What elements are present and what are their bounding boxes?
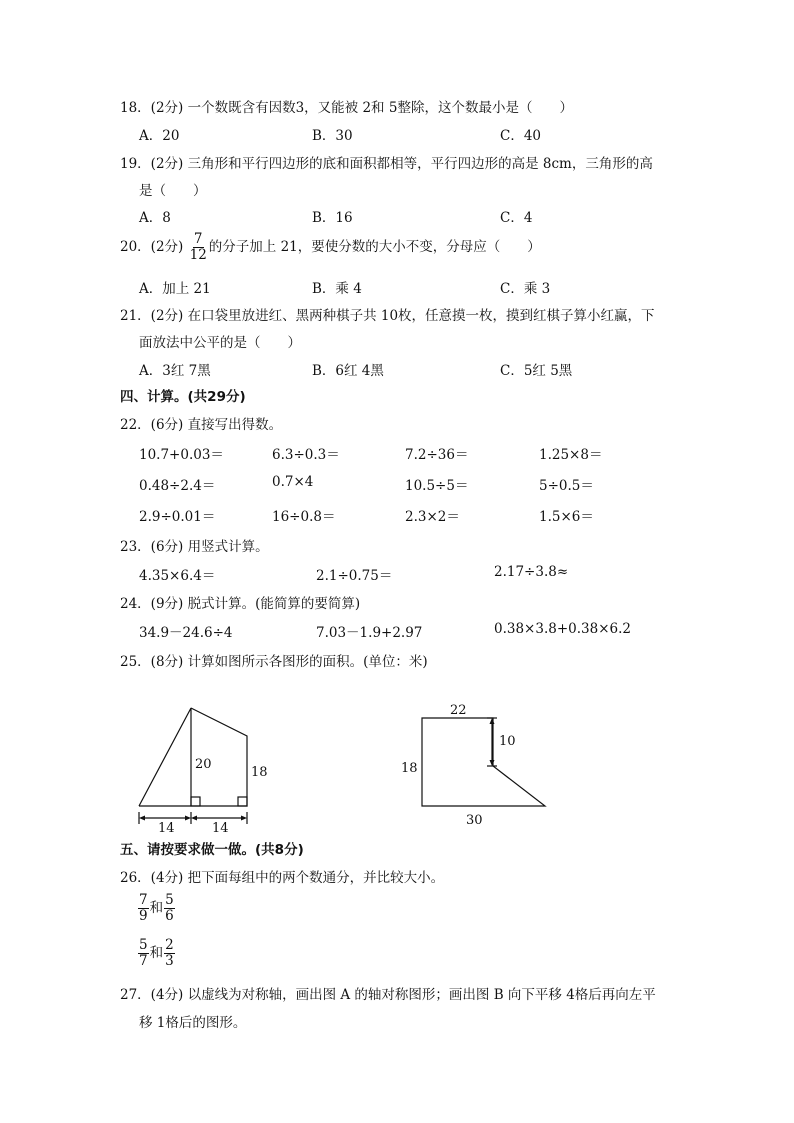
q24-stem: 24．(9分) 脱式计算。(能简算的要简算): [120, 596, 361, 612]
q22-item: 6.3÷0.3＝: [272, 447, 340, 463]
fraction: [138, 938, 149, 969]
numerator: 5: [165, 892, 174, 908]
q24-item: 0.38×3.8+0.38×6.2: [494, 621, 631, 637]
q26-pair-1: [137, 893, 176, 924]
q23-item: 4.35×6.4＝: [139, 568, 216, 584]
fig2-top-label: 22: [450, 703, 467, 718]
q21-stem-line2: 面放法中公平的是（ ）: [139, 335, 301, 351]
q18-option-c: C．40: [500, 128, 542, 144]
denominator: 6: [165, 908, 174, 924]
fig1-base-label: 14: [158, 821, 175, 835]
q18-option-a: A．20: [139, 128, 180, 144]
q20-number: 20．(2分): [120, 239, 184, 255]
fig1-base-label: 14: [212, 821, 229, 835]
fig2-bottom-label: 30: [466, 813, 483, 828]
q22-item: 16÷0.8＝: [272, 509, 336, 525]
section-5-heading: 五、请按要求做一做。(共8分): [120, 842, 304, 858]
q22-item: 2.3×2＝: [405, 509, 460, 525]
q27-stem-line2: 移 1格后的图形。: [139, 1015, 247, 1031]
q22-stem: 22．(6分) 直接写出得数。: [120, 417, 283, 433]
q18-option-b: B．30: [312, 128, 353, 144]
q23-stem: 23．(6分) 用竖式计算。: [120, 539, 269, 555]
q21-stem: 21．(2分) 在口袋里放进红、黑两种棋子共 10枚，任意摸一枚，摸到红棋子算小红赢，下: [120, 308, 655, 324]
figure-trapezoid: [125, 700, 285, 835]
numerator: 2: [165, 937, 174, 953]
q20-fraction-denominator: 12: [189, 247, 207, 263]
q22-item: 0.7×4: [272, 474, 314, 490]
trapezoid-shape: [139, 708, 247, 806]
q24-item: 7.03－1.9+2.97: [316, 625, 423, 641]
q20-stem-text: 的分子加上 21，要使分数的大小不变，分母应（ ）: [208, 239, 541, 255]
fraction: [138, 893, 149, 924]
right-angle-mark: [238, 797, 247, 806]
q19-option-c: C．4: [500, 210, 533, 226]
q26-stem: 26．(4分) 把下面每组中的两个数通分，并比较大小。: [120, 870, 445, 886]
q19-stem: 19．(2分) 三角形和平行四边形的底和面积都相等，平行四边形的高是 8cm，三角形的高: [120, 156, 653, 172]
fraction: [164, 893, 175, 924]
q18-stem: 18．(2分) 一个数既含有因数3，又能被 2和 5整除，这个数最小是（ ）: [120, 100, 573, 116]
q21-option-c: C．5红 5黑: [500, 363, 573, 379]
and-word: 和: [149, 900, 164, 916]
q22-item: 7.2÷36＝: [405, 447, 469, 463]
fig1-side-label: 18: [251, 765, 268, 780]
q25-stem: 25．(8分) 计算如图所示各图形的面积。(单位：米): [120, 654, 428, 670]
q20-fraction-numerator: 7: [193, 231, 203, 247]
section-4-heading: 四、计算。(共29分): [120, 389, 246, 405]
q23-item: 2.17÷3.8≈: [494, 564, 569, 580]
q21-option-b: B．6红 4黑: [312, 363, 384, 379]
right-angle-mark: [191, 797, 200, 806]
q19-option-b: B．16: [312, 210, 353, 226]
q19-stem-line2: 是（ ）: [139, 183, 207, 199]
q19-option-a: A．8: [139, 210, 171, 226]
q22-item: 1.5×6＝: [539, 509, 594, 525]
fig2-cut-label: 10: [499, 734, 516, 749]
denominator: 3: [165, 953, 174, 969]
denominator: 7: [139, 953, 148, 969]
fig1-height-label: 20: [195, 757, 212, 772]
q20-option-c: C．乘 3: [500, 281, 551, 297]
q20-option-b: B．乘 4: [312, 281, 362, 297]
q23-item: 2.1÷0.75＝: [316, 568, 393, 584]
figure-pentagon: [395, 698, 565, 833]
fig2-left-label: 18: [401, 761, 418, 776]
q21-option-a: A．3红 7黑: [139, 363, 211, 379]
pentagon-shape: [422, 718, 545, 806]
q20-fraction: [189, 232, 208, 263]
denominator: 9: [139, 908, 148, 924]
q26-pair-2: [137, 938, 176, 969]
q22-item: 2.9÷0.01＝: [139, 509, 216, 525]
q22-item: 5÷0.5＝: [539, 478, 594, 494]
numerator: 5: [139, 937, 148, 953]
q22-item: 10.5÷5＝: [405, 478, 469, 494]
q22-item: 0.48÷2.4＝: [139, 478, 216, 494]
q24-item: 34.9－24.6÷4: [139, 625, 233, 641]
q20-option-a: A．加上 21: [139, 281, 211, 297]
q20-stem: [120, 232, 541, 263]
numerator: 7: [139, 892, 148, 908]
fraction: [164, 938, 175, 969]
q22-item: 10.7+0.03＝: [139, 447, 224, 463]
and-word: 和: [149, 945, 164, 961]
q27-stem: 27．(4分) 以虚线为对称轴，画出图 A 的轴对称图形；画出图 B 向下平移 4格后再向左平: [120, 987, 656, 1003]
triangle-shape: [139, 708, 191, 806]
q22-item: 1.25×8＝: [539, 447, 603, 463]
